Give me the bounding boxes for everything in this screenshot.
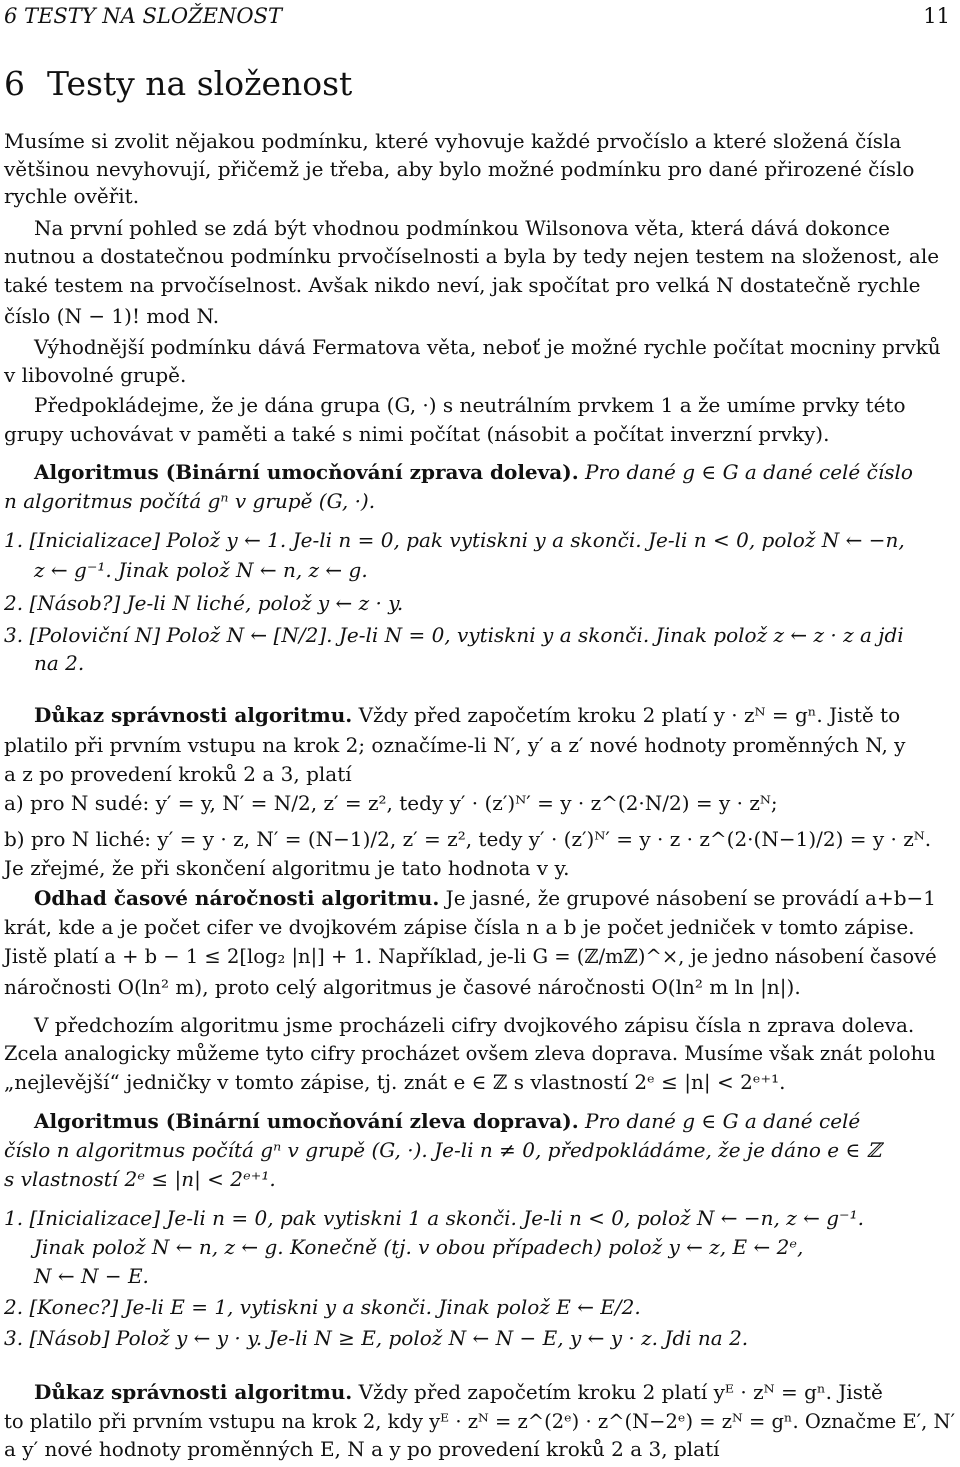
text-line: Na první pohled se zdá být vhodnou podmínkou Wilsonova věta, která dává dokonce (34, 216, 890, 240)
text-line: krát, kde a je počet cifer ve dvojkovém zápise čísla n a b je počet jedniček v tomto zápise. (4, 915, 915, 939)
proof-title: Důkaz správnosti algoritmu. (34, 703, 353, 727)
algorithm-statement: Pro dané g ∈ G a dané celé číslo (585, 460, 913, 484)
text-line: nutnou a dostatečnou podmínku prvočíselnosti a byla by tedy nejen testem na složenost, ale (4, 244, 940, 268)
algorithm-step: 3. [Násob] Polož y ← y · y. Je-li N ≥ E, polož N ← N − E, y ← y · z. Jdi na 2. (4, 1326, 749, 1350)
complexity-text: Je jasné, že grupové násobení se provádí a+b−1 (445, 886, 937, 910)
algorithm-step-cont: z ← g⁻¹. Jinak polož N ← n, z ← g. (34, 558, 368, 582)
algorithm-title: Algoritmus (Binární umocňování zprava doleva). (34, 460, 579, 484)
text-line: Musíme si zvolit nějakou podmínku, které vyhovuje každé prvočíslo a které složená čísla (4, 129, 902, 153)
text-line: b) pro N liché: y′ = y · z, N′ = (N−1)/2, z′ = z², tedy y′ · (z′)ᴺ′ = y · z · z^(2·(N−1)/2) = y · zᴺ. (4, 827, 932, 851)
algorithm-step: 3. [Poloviční N] Polož N ← [N/2]. Je-li N = 0, vytiskni y a skonči. Jinak polož z ← z · z a jdi (4, 623, 904, 647)
text-line: to platilo při prvním vstupu na krok 2, kdy yᴱ · zᴺ = z^(2ᵉ) · z^(N−2ᵉ) = zᴺ = gⁿ. Označme E′, N′ (4, 1410, 955, 1433)
text-line: číslo (N − 1)! mod N. (4, 304, 220, 328)
text-line: a z po provedení kroků 2 a 3, platí (4, 762, 352, 786)
text-line: Výhodnější podmínku dává Fermatova věta, neboť je možné rychle počítat mocniny prvků (34, 335, 941, 359)
section-heading (4, 64, 956, 103)
section-number: 6 (4, 64, 25, 103)
text-line: platilo při prvním vstupu na krok 2; označíme-li N′, y′ a z′ nové hodnoty proměnných N, y (4, 733, 906, 757)
text-line: náročnosti O(ln² m), proto celý algoritmus je časové náročnosti O(ln² m ln |n|). (4, 975, 801, 999)
text-line: n algoritmus počítá gⁿ v grupě (G, ·). (4, 489, 376, 513)
algorithm-step-cont: na 2. (34, 651, 85, 675)
algorithm-step-cont: N ← N − E. (34, 1264, 149, 1288)
text-line: číslo n algoritmus počítá gⁿ v grupě (G, ·). Je-li n ≠ 0, předpokládáme, že je dáno e ∈ ℤ (4, 1138, 882, 1162)
text-line: Předpokládejme, že je dána grupa (G, ·) s neutrálním prvkem 1 a že umíme prvky této (34, 393, 906, 417)
algorithm-step: 2. [Konec?] Je-li E = 1, vytiskni y a skonči. Jinak polož E ← E/2. (4, 1295, 641, 1319)
algorithm-step: 2. [Násob?] Je-li N liché, polož y ← z · y. (4, 591, 404, 615)
text-line: „nejlevější“ jedničky v tomto zápise, tj. znát e ∈ ℤ s vlastností 2ᵉ ≤ |n| < 2ᵉ⁺¹. (4, 1070, 786, 1094)
text-line: Jistě platí a + b − 1 ≤ 2[log₂ |n|] + 1. Například, je-li G = (ℤ/mℤ)^×, je jedno násobení časové (4, 945, 937, 968)
text-line: Je zřejmé, že při skončení algoritmu je tato hodnota v y. (4, 856, 570, 880)
text-line: v libovolné grupě. (4, 363, 187, 387)
complexity-title: Odhad časové náročnosti algoritmu. (34, 886, 440, 910)
complexity-heading (4, 885, 956, 914)
proof-heading (4, 1379, 956, 1408)
proof-text: Vždy před započetím kroku 2 platí yᴱ · zᴺ = gⁿ. Jistě (358, 1380, 883, 1404)
algorithm-step: 1. [Inicializace] Je-li n = 0, pak vytiskni 1 a skonči. Je-li n < 0, polož N ← −n, z ← g⁻¹. (4, 1206, 864, 1230)
algorithm-heading (4, 459, 956, 488)
page-number: 11 (923, 4, 950, 28)
algorithm-step-cont: Jinak polož N ← n, z ← g. Konečně (tj. v obou případech) polož y ← z, E ← 2ᵉ, (34, 1235, 804, 1259)
text-line: Zcela analogicky můžeme tyto cifry procházet ovšem zleva doprava. Musíme však znát polohu (4, 1042, 936, 1065)
algorithm-title: Algoritmus (Binární umocňování zleva doprava). (34, 1109, 579, 1133)
algorithm-heading (4, 1108, 956, 1137)
proof-title: Důkaz správnosti algoritmu. (34, 1380, 353, 1404)
section-title: Testy na složenost (47, 64, 353, 103)
algorithm-step: 1. [Inicializace] Polož y ← 1. Je-li n = 0, pak vytiskni y a skonči. Je-li n < 0, polož N ← −n, (4, 528, 905, 552)
algorithm-statement: Pro dané g ∈ G a dané celé (585, 1109, 861, 1133)
text-line: většinou nevyhovují, přičemž je třeba, aby bylo možné podmínku pro dané přirozené číslo (4, 157, 915, 181)
text-line: také testem na prvočíselnost. Avšak nikdo neví, jak spočítat pro velká N dostatečně rychle (4, 273, 921, 297)
text-line: a y′ nové hodnoty proměnných E, N a y po provedení kroků 2 a 3, platí (4, 1437, 720, 1461)
proof-text: Vždy před započetím kroku 2 platí y · zᴺ = gⁿ. Jistě to (358, 703, 901, 727)
text-line: rychle ověřit. (4, 184, 140, 208)
proof-heading (4, 702, 956, 731)
text-line: V předchozím algoritmu jsme procházeli cifry dvojkového zápisu čísla n zprava doleva. (34, 1013, 915, 1037)
running-title: 6 TESTY NA SLOŽENOST (4, 4, 282, 28)
text-line: grupy uchovávat v paměti a také s nimi počítat (násobit a počítat inverzní prvky). (4, 422, 830, 446)
text-line: a) pro N sudé: y′ = y, N′ = N/2, z′ = z², tedy y′ · (z′)ᴺ′ = y · z^(2·N/2) = y · zᴺ; (4, 791, 778, 815)
running-header (4, 4, 956, 28)
text-line: s vlastností 2ᵉ ≤ |n| < 2ᵉ⁺¹. (4, 1167, 276, 1191)
